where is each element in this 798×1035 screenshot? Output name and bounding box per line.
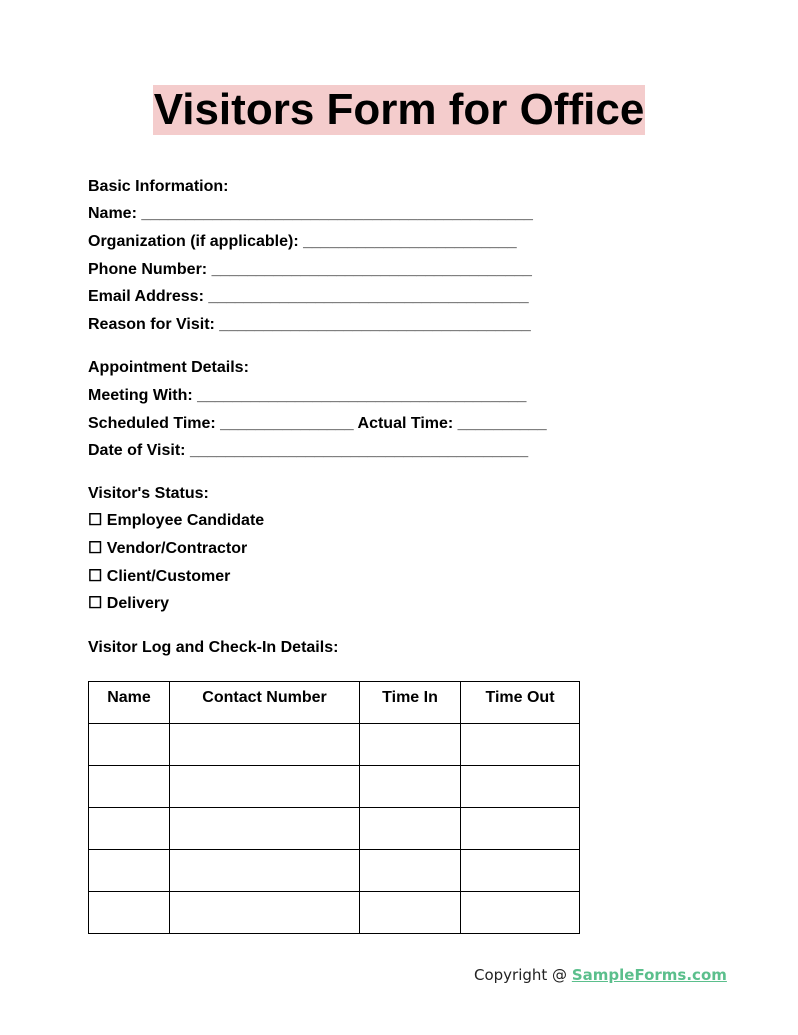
table-cell[interactable] <box>360 766 461 808</box>
table-row <box>89 892 580 934</box>
status-option-delivery[interactable]: ☐ Delivery <box>88 595 170 612</box>
phone-field[interactable]: Phone Number: ____________________________________ <box>88 261 532 278</box>
table-cell[interactable] <box>89 808 170 850</box>
status-option-client-customer[interactable]: ☐ Client/Customer <box>88 568 231 585</box>
date-of-visit-field[interactable]: Date of Visit: ______________________________________ <box>88 442 529 459</box>
column-header-name: Name <box>89 682 170 724</box>
table-cell[interactable] <box>89 850 170 892</box>
table-cell[interactable] <box>170 766 360 808</box>
table-cell[interactable] <box>360 892 461 934</box>
visitor-log-heading: Visitor Log and Check-In Details: <box>88 639 339 656</box>
copyright-footer <box>474 966 727 984</box>
basic-info-heading: Basic Information: <box>88 178 229 195</box>
column-header-contact-number: Contact Number <box>170 682 360 724</box>
meeting-with-field[interactable]: Meeting With: _____________________________________ <box>88 387 527 404</box>
page-title-wrapper <box>0 85 798 135</box>
table-cell[interactable] <box>461 892 580 934</box>
status-heading: Visitor's Status: <box>88 485 209 502</box>
table-cell[interactable] <box>89 724 170 766</box>
status-option-employee-candidate[interactable]: ☐ Employee Candidate <box>88 512 265 529</box>
name-field[interactable]: Name: ____________________________________________ <box>88 205 533 222</box>
copyright-text: Copyright @ <box>474 966 572 984</box>
visitor-log-table <box>88 681 580 934</box>
reason-field[interactable]: Reason for Visit: ___________________________________ <box>88 316 531 333</box>
table-cell[interactable] <box>461 850 580 892</box>
status-option-vendor-contractor[interactable]: ☐ Vendor/Contractor <box>88 540 248 557</box>
column-header-time-in: Time In <box>360 682 461 724</box>
column-header-time-out: Time Out <box>461 682 580 724</box>
table-cell[interactable] <box>170 808 360 850</box>
table-cell[interactable] <box>461 808 580 850</box>
table-cell[interactable] <box>360 808 461 850</box>
table-cell[interactable] <box>89 892 170 934</box>
table-row <box>89 850 580 892</box>
table-cell[interactable] <box>170 724 360 766</box>
table-header-row <box>89 682 580 724</box>
time-fields[interactable]: Scheduled Time: _______________ Actual Time: __________ <box>88 415 547 432</box>
table-row <box>89 766 580 808</box>
table-cell[interactable] <box>89 766 170 808</box>
organization-field[interactable]: Organization (if applicable): ________________________ <box>88 233 517 250</box>
table-cell[interactable] <box>461 724 580 766</box>
table-cell[interactable] <box>170 892 360 934</box>
table-row <box>89 724 580 766</box>
table-cell[interactable] <box>461 766 580 808</box>
table-row <box>89 808 580 850</box>
page-title: Visitors Form for Office <box>153 85 645 134</box>
email-field[interactable]: Email Address: ____________________________________ <box>88 288 529 305</box>
brand-link[interactable]: SampleForms.com <box>571 966 727 984</box>
appointment-heading: Appointment Details: <box>88 359 249 376</box>
table-cell[interactable] <box>360 850 461 892</box>
table-cell[interactable] <box>360 724 461 766</box>
table-cell[interactable] <box>170 850 360 892</box>
